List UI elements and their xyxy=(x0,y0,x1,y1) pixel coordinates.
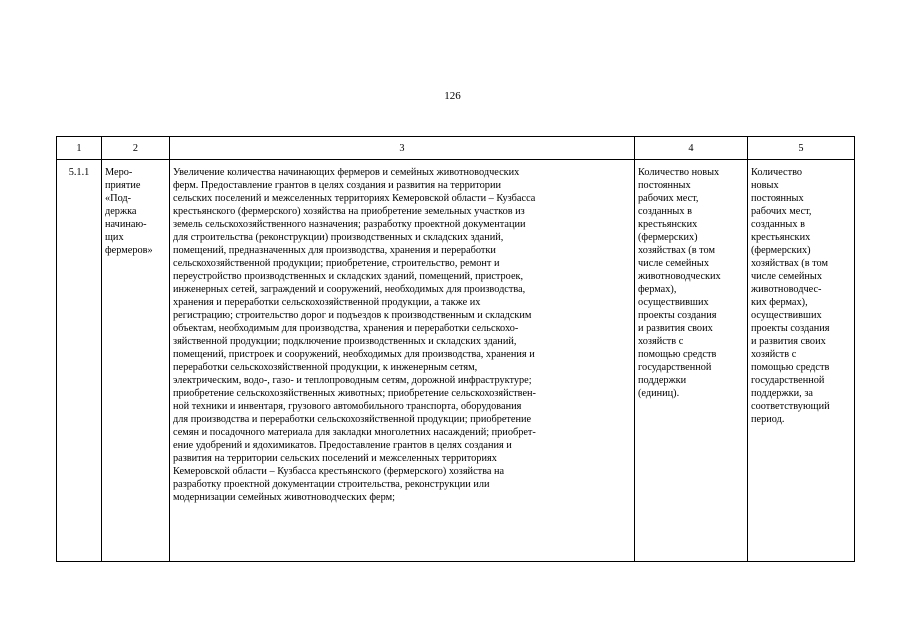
text-line: держка xyxy=(105,206,137,217)
text-line: рабочих мест, xyxy=(638,193,699,204)
text-line: проекты создания xyxy=(638,310,717,321)
text-line: ение удобрений и ядохимикатов. Предоставление грантов в целях создания и xyxy=(173,440,512,451)
text-line: Увеличение количества начинающих фермеров и семейных животноводческих xyxy=(173,167,520,178)
item-code: 5.1.1 xyxy=(57,160,102,562)
text-line: (фермерских) xyxy=(638,232,698,243)
text-line: приобретение сельскохозяйственных животных; приобретение сельскохозяйствен- xyxy=(173,388,536,399)
text-line: (единиц). xyxy=(638,388,680,399)
measure-description xyxy=(170,160,635,562)
text-line: созданных в xyxy=(751,219,805,230)
measure-description-text xyxy=(173,166,631,504)
text-line: осуществивших xyxy=(638,297,709,308)
text-line: электрическим, водо-, газо- и теплопроводным сетям, дорожной инфраструктуре; xyxy=(173,375,532,386)
text-line: хозяйствах (в том xyxy=(638,245,716,256)
text-line: хозяйств с xyxy=(751,349,797,360)
measure-title xyxy=(102,160,170,562)
result xyxy=(748,160,855,562)
text-line: и развития своих xyxy=(751,336,826,347)
text-line: начинаю- xyxy=(105,219,147,230)
text-line: созданных в xyxy=(638,206,692,217)
column-number-4: 4 xyxy=(635,137,748,160)
text-line: Кемеровской области – Кузбасса крестьянского (фермерского) хозяйства на xyxy=(173,466,505,477)
text-line: фермеров» xyxy=(105,245,153,256)
text-line: помощью средств xyxy=(638,349,717,360)
text-line: осуществивших xyxy=(751,310,822,321)
text-line: хранения и переработки сельскохозяйственной продукции, а также их xyxy=(173,297,481,308)
text-line: сельскохозяйственной продукции; приобретение, строительство, ремонт и xyxy=(173,258,500,269)
text-line: инженерных сетей, заграждений и сооружений, необходимых для производства, xyxy=(173,284,526,295)
table-header-row xyxy=(57,137,855,160)
text-line: поддержки xyxy=(638,375,687,386)
text-line: крестьянских xyxy=(751,232,811,243)
text-line: помещений, пристроек и сооружений, необходимых для производства, хранения и xyxy=(173,349,535,360)
text-line: фермах), xyxy=(638,284,677,295)
text-line: животноводчес- xyxy=(751,284,822,295)
text-line: рабочих мест, xyxy=(751,206,812,217)
text-line: Количество xyxy=(751,167,803,178)
text-line: крестьянских xyxy=(638,219,698,230)
text-line: хозяйствах (в том xyxy=(751,258,829,269)
text-line: зяйственной продукции; подключение производственных и складских зданий, xyxy=(173,336,517,347)
text-line: для строительства (реконструкции) производственных и складских зданий, xyxy=(173,232,504,243)
column-number-5: 5 xyxy=(748,137,855,160)
text-line: развития на территории сельских поселений и межселенных территориях xyxy=(173,453,497,464)
text-line: модернизации семейных животноводческих ферм; xyxy=(173,492,395,503)
indicator-text xyxy=(638,166,744,400)
measure-title-text xyxy=(105,166,166,257)
text-line: разработку проектной документации строительства, реконструкции или xyxy=(173,479,490,490)
text-line: животноводческих xyxy=(638,271,721,282)
result-text xyxy=(751,166,851,426)
text-line: помощью средств xyxy=(751,362,830,373)
text-line: приятие xyxy=(105,180,141,191)
column-number-3: 3 xyxy=(170,137,635,160)
text-line: переустройство производственных и складских зданий, помещений, пристроек, xyxy=(173,271,524,282)
text-line: соответствующий xyxy=(751,401,830,412)
text-line: Количество новых xyxy=(638,167,720,178)
text-line: новых xyxy=(751,180,779,191)
text-line: числе семейных xyxy=(751,271,822,282)
text-line: крестьянского (фермерского) хозяйства на приобретение земельных участков из xyxy=(173,206,525,217)
text-line: помещений, предназначенных для производства, хранения и переработки xyxy=(173,245,496,256)
text-line: государственной xyxy=(751,375,825,386)
text-line: постоянных xyxy=(638,180,691,191)
column-number-2: 2 xyxy=(102,137,170,160)
text-line: постоянных xyxy=(751,193,804,204)
text-line: земель сельскохозяйственного назначения; разработку проектной документации xyxy=(173,219,526,230)
text-line: хозяйств с xyxy=(638,336,684,347)
text-line: семян и посадочного материала для закладки многолетних насаждений; приобрет- xyxy=(173,427,536,438)
text-line: регистрацию; строительство дорог и подъездов к производственным и складским xyxy=(173,310,532,321)
indicator xyxy=(635,160,748,562)
text-line: проекты создания xyxy=(751,323,830,334)
text-line: период. xyxy=(751,414,785,425)
page-number: 126 xyxy=(444,90,461,102)
text-line: для производства и переработки сельскохозяйственной продукции; приобретение xyxy=(173,414,532,425)
text-line: ной техники и инвентаря, грузового автомобильного транспорта, оборудования xyxy=(173,401,522,412)
text-line: щих xyxy=(105,232,124,243)
text-line: Меро- xyxy=(105,167,133,178)
text-line: сельских поселений и межселенных территориях Кемеровской области – Кузбасса xyxy=(173,193,536,204)
text-line: (фермерских) xyxy=(751,245,811,256)
text-line: поддержки, за xyxy=(751,388,813,399)
measures-table xyxy=(56,136,855,562)
text-line: государственной xyxy=(638,362,712,373)
column-number-1: 1 xyxy=(57,137,102,160)
text-line: ферм. Предоставление грантов в целях создания и развития на территории xyxy=(173,180,501,191)
text-line: объектам, необходимым для производства, хранения и переработки сельскохо- xyxy=(173,323,519,334)
table-row xyxy=(57,160,855,562)
text-line: «Под- xyxy=(105,193,132,204)
text-line: ких фермах), xyxy=(751,297,808,308)
text-line: числе семейных xyxy=(638,258,709,269)
text-line: и развития своих xyxy=(638,323,713,334)
text-line: переработки сельскохозяйственной продукции, к инженерным сетям, xyxy=(173,362,478,373)
